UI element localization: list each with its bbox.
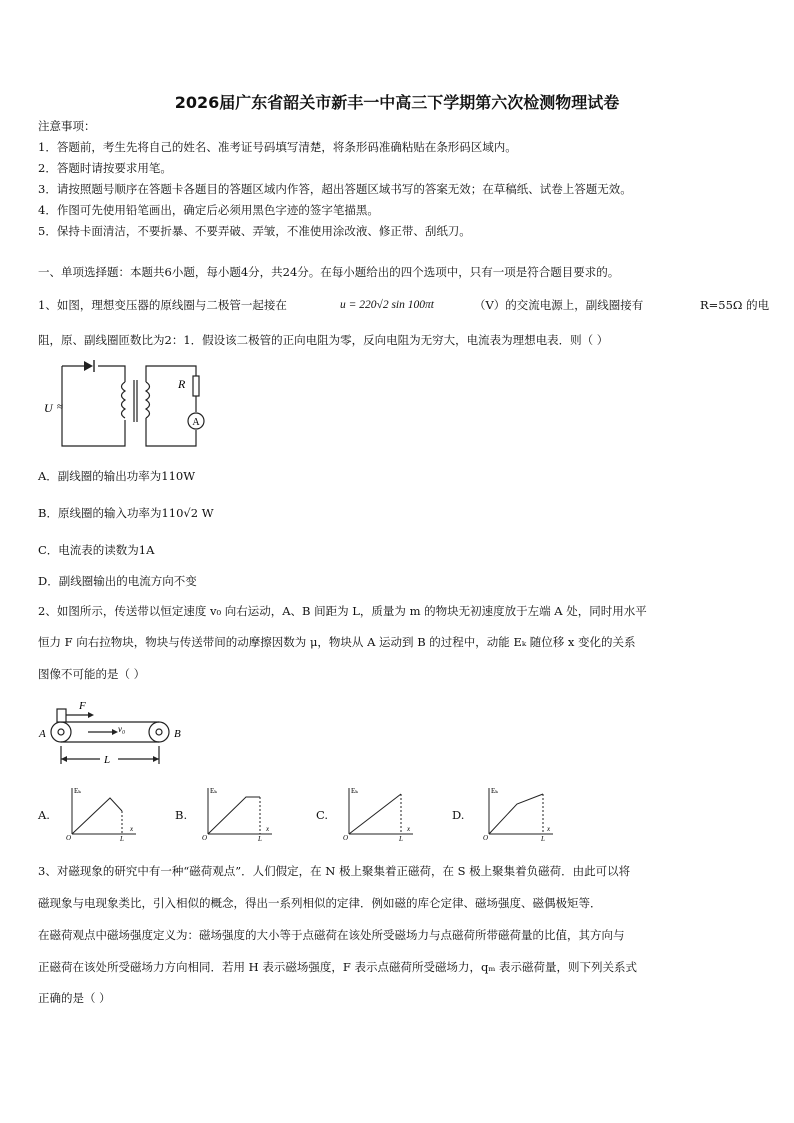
q2-choice-d: D. [452, 808, 465, 822]
graph-b [198, 784, 278, 842]
q1-option-a: A．副线圈的输出功率为110W [38, 469, 196, 483]
svg-text:L: L [120, 835, 124, 842]
q1-text-line1-a: 1、如图，理想变压器的原线圈与二极管一起接在 [38, 298, 287, 312]
svg-text:x: x [266, 825, 270, 833]
svg-text:O: O [66, 834, 72, 842]
velocity-label: v₀ [118, 724, 126, 734]
resistor-icon [193, 376, 199, 396]
q3-text-line5: 正确的是（ ） [38, 991, 111, 1005]
notice-item: 4．作图可先使用铅笔画出，确定后必须用黑色字迹的签字笔描黑。 [38, 203, 379, 217]
q3-text-line2: 磁现象与电现象类比，引入相似的概念，得出一系列相似的定律．例如磁的库仑定律、磁场强度、磁偶极矩等． [38, 896, 602, 910]
q2-text-line1: 2、如图所示，传送带以恒定速度 v₀ 向右运动，A、B 间距为 L，质量为 m 的物块无初速度放于左端 A 处，同时用水平 [38, 604, 647, 618]
ammeter-label: A [192, 417, 200, 428]
force-label: F [79, 700, 86, 712]
q2-choice-c: C. [316, 808, 329, 822]
svg-text:x: x [547, 825, 551, 833]
q2-choice-b: B. [175, 808, 188, 822]
notice-item: 2．答题时请按要求用笔。 [38, 161, 172, 175]
svg-text:Eₖ: Eₖ [351, 787, 358, 795]
q1-text-line2: 阻，原、副线圈匝数比为2：1．假设该二极管的正向电阻为零，反向电阻为无穷大，电流表为理想电表．则（ ） [38, 333, 609, 347]
svg-text:x: x [407, 825, 411, 833]
svg-text:L: L [399, 835, 403, 842]
transformer-circuit-figure [40, 358, 210, 453]
source-label: U [44, 401, 53, 415]
resistor-label: R [178, 377, 186, 391]
svg-text:O: O [483, 834, 489, 842]
q2-choice-a: A. [38, 808, 50, 822]
graph-d [479, 784, 559, 842]
conveyor-belt-figure [38, 698, 198, 770]
notice-item: 3．请按照题号顺序在答题卡各题目的答题区域内作答，超出答题区域书写的答案无效；在草稿纸、试卷上答题无效。 [38, 182, 632, 196]
notice-heading: 注意事项： [38, 119, 96, 133]
svg-text:Eₖ: Eₖ [74, 787, 81, 795]
q2-text-line3: 图像不可能的是（ ） [38, 667, 146, 681]
point-b-label: B [174, 728, 181, 740]
ac-source-icon: ≈ [57, 401, 64, 413]
svg-text:O: O [343, 834, 349, 842]
svg-text:O: O [202, 834, 208, 842]
q1-option-b: B．原线圈的输入功率为110√2 W [38, 506, 214, 520]
section-heading: 一、单项选择题：本题共6小题，每小题4分，共24分。在每小题给出的四个选项中，只有一项是符合题目要求的。 [38, 265, 620, 279]
point-a-label: A [39, 728, 46, 740]
q1-formula: u = 220√2 sin 100πt [340, 299, 434, 311]
graph-c [339, 784, 419, 842]
notice-item: 5．保持卡面清洁，不要折暴、不要弄破、弄皱，不准使用涂改液、修正带、刮纸刀。 [38, 224, 471, 238]
q1-option-d: D．副线圈输出的电流方向不变 [38, 574, 197, 588]
svg-text:x: x [130, 825, 134, 833]
q1-text-line1-b: （V）的交流电源上，副线圈接有 [474, 298, 644, 312]
diode-icon [84, 361, 93, 371]
q3-text-line3: 在磁荷观点中磁场强度定义为：磁场强度的大小等于点磁荷在该处所受磁场力与点磁荷所带磁荷量的比值，其方向与 [38, 928, 625, 942]
svg-text:Eₖ: Eₖ [210, 787, 217, 795]
svg-text:Eₖ: Eₖ [491, 787, 498, 795]
q3-text-line4: 正磁荷在该处所受磁场力方向相同．若用 H 表示磁场强度，F 表示点磁荷所受磁场力，qₘ 表示磁荷量，则下列关系式 [38, 960, 638, 974]
length-label: L [104, 754, 111, 766]
q1-option-c: C．电流表的读数为1A [38, 543, 155, 557]
svg-text:L: L [258, 835, 262, 842]
page-title: 2026届广东省韶关市新丰一中高三下学期第六次检测物理试卷 [174, 93, 620, 112]
svg-text:L: L [541, 835, 545, 842]
q3-text-line1: 3、对磁现象的研究中有一种“磁荷观点”．人们假定，在 N 极上聚集着正磁荷，在 S 极上聚集着负磁荷．由此可以将 [38, 864, 631, 878]
q1-text-line1-c: R=55Ω 的电 [700, 298, 770, 312]
q2-text-line2: 恒力 F 向右拉物块，物块与传送带间的动摩擦因数为 μ，物块从 A 运动到 B 的过程中，动能 Eₖ 随位移 x 变化的关系 [38, 635, 636, 649]
notice-item: 1．答题前，考生先将自己的姓名、准考证号码填写清楚，将条形码准确粘贴在条形码区域内。 [38, 140, 517, 154]
graph-a [62, 784, 142, 842]
